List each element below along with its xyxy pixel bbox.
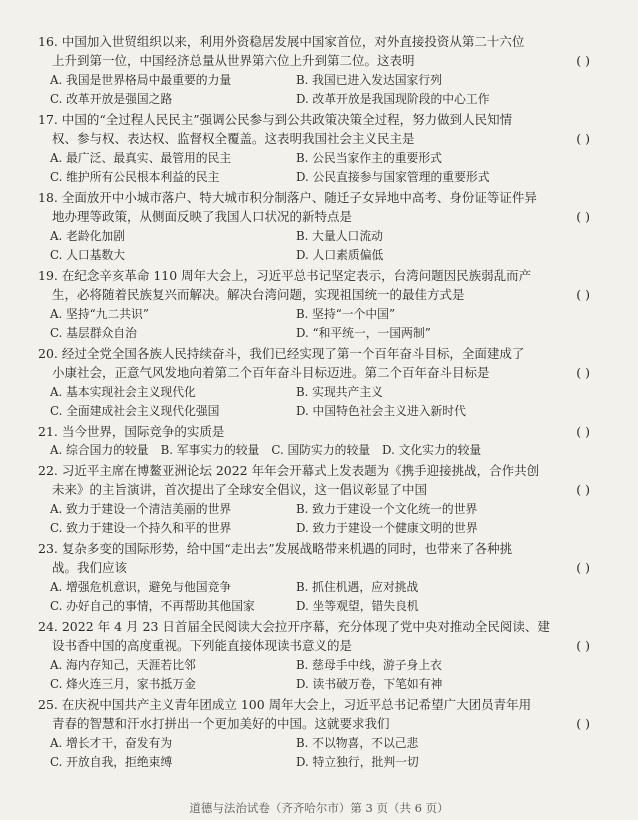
question-22: [38, 461, 598, 539]
option-a: A. 增强危机意识，避免与他国竞争: [50, 579, 232, 594]
answer-blank: ( ): [576, 716, 590, 732]
option-b: B. 致力于建设一个文化统一的世界: [296, 501, 478, 516]
question-text: 战。我们应该: [52, 560, 128, 576]
answer-blank: ( ): [576, 482, 590, 498]
option-d: D. “和平统一，一国两制”: [296, 326, 431, 341]
options: [38, 500, 598, 539]
options: [38, 656, 598, 695]
option-d: D. 文化实力的较量: [382, 443, 482, 458]
question-18: [38, 188, 598, 266]
option-b: B. 军事实力的较量: [160, 443, 260, 458]
option-b: B. 不以物喜，不以己悲: [296, 735, 419, 750]
answer-blank: ( ): [576, 560, 590, 576]
option-c: C. 办好自己的事情，不再帮助其他国家: [50, 599, 255, 614]
options: [38, 383, 598, 422]
answer-blank: ( ): [576, 287, 590, 303]
options: [38, 149, 598, 188]
option-a: A. 最广泛、最真实、最管用的民主: [50, 150, 232, 165]
question-text: 22. 习近平主席在博鳌亚洲论坛 2022 年年会开幕式上发表题为《携手迎接挑战，合作共创: [38, 463, 540, 478]
option-b: B. 公民当家作主的重要形式: [296, 150, 442, 165]
option-b: B. 抓住机遇，应对挑战: [296, 579, 419, 594]
option-a: A. 综合国力的较量: [50, 443, 149, 458]
answer-blank: ( ): [576, 424, 590, 439]
option-d: D. 坐等观望，错失良机: [296, 599, 419, 614]
answer-blank: ( ): [576, 209, 590, 225]
option-c: C. 改革开放是强国之路: [50, 92, 173, 107]
question-text: 青春的智慧和汗水打拼出一个更加美好的中国。这就要求我们: [52, 716, 390, 732]
option-a: A. 坚持“九二共识”: [50, 306, 149, 321]
option-b: B. 坚持“一个中国”: [296, 306, 396, 321]
question-17: [38, 110, 598, 188]
options: [38, 734, 598, 773]
options: [38, 305, 598, 344]
page-footer: 道德与法治试卷（齐齐哈尔市）第 3 页（共 6 页）: [189, 801, 449, 815]
option-c: C. 基层群众自治: [50, 326, 137, 341]
option-a: A. 增长才干，奋发有为: [50, 735, 173, 750]
question-text: 小康社会，正意气风发地向着第二个百年奋斗目标迈进。第二个百年奋斗目标是: [52, 365, 490, 381]
question-text: 生，必将随着民族复兴而解决。解决台湾问题，实现祖国统一的最佳方式是: [52, 287, 465, 303]
option-a: A. 我国是世界格局中最重要的力量: [50, 72, 232, 87]
question-20: [38, 344, 598, 422]
option-a: A. 海内存知己，天涯若比邻: [50, 657, 196, 672]
option-c: C. 维护所有公民根本利益的民主: [50, 170, 220, 185]
options: [38, 578, 598, 617]
option-d: D. 人口素质偏低: [296, 248, 384, 263]
question-24: [38, 617, 598, 695]
question-text: 21. 当今世界，国际竞争的实质是: [38, 424, 225, 439]
options: [38, 227, 598, 266]
answer-blank: ( ): [576, 131, 590, 147]
question-text: 地办理等政策，从侧面反映了我国人口状况的新特点是: [52, 209, 353, 225]
question-text: 权、参与权、表达权、监督权全覆盖。这表明我国社会主义民主是: [52, 131, 415, 147]
option-c: C. 开放自我，拒绝束缚: [50, 755, 173, 770]
question-19: [38, 266, 598, 344]
option-d: D. 改革开放是我国现阶段的中心工作: [296, 92, 490, 107]
question-text: 24. 2022 年 4 月 23 日首届全民阅读大会拉开序幕，充分体现了党中央对推动全民阅读、建: [38, 619, 550, 634]
question-text: 17. 中国的“全过程人民民主”强调公民参与到公共政策决策全过程，努力做到人民知情: [38, 112, 513, 127]
option-c: C. 全面建成社会主义现代化强国: [50, 404, 220, 419]
answer-blank: ( ): [576, 365, 590, 381]
question-text: 18. 全面放开中小城市落户、特大城市积分制落户、随迁子女异地中高考、身份证等证件异: [38, 190, 537, 205]
option-c: C. 烽火连三月，家书抵万金: [50, 677, 196, 692]
question-text: 25. 在庆祝中国共产主义青年团成立 100 周年大会上，习近平总书记希望广大团员青年用: [38, 697, 532, 712]
option-b: B. 我国已进入发达国家行列: [296, 72, 442, 87]
question-text: 19. 在纪念辛亥革命 110 周年大会上，习近平总书记坚定表示，台湾问题因民族弱乱而产: [38, 268, 532, 283]
question-text: 23. 复杂多变的国际形势，给中国“走出去”发展战略带来机遇的同时，也带来了各种挑: [38, 541, 513, 556]
option-b: B. 大量人口流动: [296, 228, 383, 243]
question-text: 16. 中国加入世贸组织以来，利用外资稳居发展中国家首位，对外直接投资从第二十六位: [38, 34, 525, 49]
option-a: A. 老龄化加剧: [50, 228, 126, 243]
question-text: 未来》的主旨演讲，首次提出了全球安全倡议，这一倡议彰显了中国: [52, 482, 428, 498]
option-c: C. 致力于建设一个持久和平的世界: [50, 521, 232, 536]
question-text: 设书香中国的高度重视。下列能直接体现读书意义的是: [52, 638, 353, 654]
question-25: [38, 695, 598, 773]
option-d: D. 公民直接参与国家管理的重要形式: [296, 170, 490, 185]
answer-blank: ( ): [576, 638, 590, 654]
option-d: D. 致力于建设一个健康文明的世界: [296, 521, 478, 536]
answer-blank: ( ): [576, 53, 590, 69]
option-d: D. 读书破万卷，下笔如有神: [296, 677, 443, 692]
question-21: [38, 422, 598, 461]
options: [38, 71, 598, 110]
question-text: 上升到第一位，中国经济总量从世界第六位上升到第二位。这表明: [52, 53, 415, 69]
option-b: B. 实现共产主义: [296, 384, 383, 399]
option-c: C. 人口基数大: [50, 248, 126, 263]
option-b: B. 慈母手中线，游子身上衣: [296, 657, 442, 672]
option-a: A. 基本实现社会主义现代化: [50, 384, 196, 399]
question-23: [38, 539, 598, 617]
option-a: A. 致力于建设一个清洁美丽的世界: [50, 501, 232, 516]
option-d: D. 特立独行，批判一切: [296, 755, 419, 770]
option-d: D. 中国特色社会主义进入新时代: [296, 404, 466, 419]
question-text: 20. 经过全党全国各族人民持续奋斗，我们已经实现了第一个百年奋斗目标，全面建成了: [38, 346, 525, 361]
question-16: [38, 32, 598, 110]
options: [38, 441, 598, 460]
option-c: C. 国防实力的较量: [271, 443, 371, 458]
